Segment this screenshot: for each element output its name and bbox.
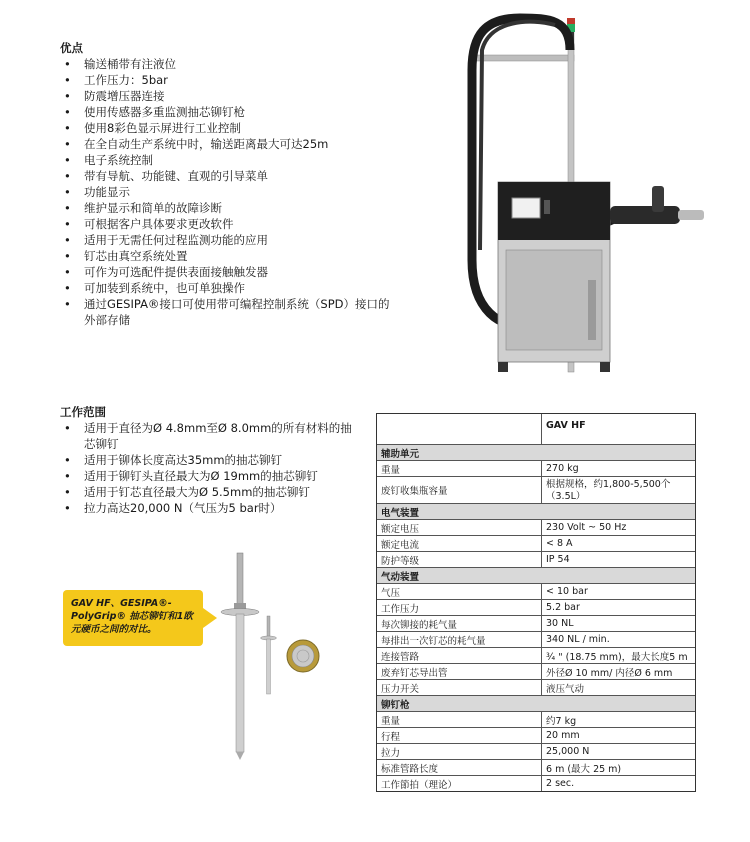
spec-label: 气压 (377, 584, 542, 599)
table-row (377, 647, 695, 663)
rivet-comparison-illustration (215, 548, 335, 763)
list-item: • 功能显示 (60, 184, 390, 200)
list-item: • 使用8彩色显示屏进行工业控制 (60, 120, 390, 136)
list-item: • 适用于直径为Ø 4.8mm至Ø 8.0mm的所有材料的抽芯铆钉 (60, 420, 360, 452)
spec-group-row (377, 695, 695, 711)
spec-table (376, 413, 696, 792)
list-item: • 通过GESIPA®接口可使用带可编程控制系统（SPD）接口的外部存储 (60, 296, 390, 328)
spec-value: 20 mm (546, 730, 580, 741)
spec-value: 根据规格，约1,800-5,500个（3.5L） (546, 479, 671, 502)
table-row (377, 615, 695, 631)
table-row (377, 583, 695, 599)
spec-label: 工作節拍（理论） (377, 776, 542, 791)
spec-value: 340 NL / min. (546, 634, 610, 645)
list-item: • 可根据客户具体要求更改软件 (60, 216, 390, 232)
spec-value: < 10 bar (546, 586, 588, 597)
spec-label: 标准管路长度 (377, 760, 542, 775)
spec-value: < 8 A (546, 538, 573, 549)
spec-label: 额定电流 (377, 536, 542, 551)
table-row (377, 476, 695, 503)
spec-label: 重量 (377, 461, 542, 476)
spec-label: 每次铆接的耗气量 (377, 616, 542, 631)
list-item: • 适用于钉芯直径最大为Ø 5.5mm的抽芯铆钉 (60, 484, 360, 500)
list-item: • 带有导航、功能键、直观的引导菜单 (60, 168, 390, 184)
list-item: • 工作压力：5bar (60, 72, 390, 88)
spec-label: 连接管路 (377, 648, 542, 663)
table-row (377, 743, 695, 759)
spec-label: 废弃钉芯导出管 (377, 664, 542, 679)
spec-label: 额定电压 (377, 520, 542, 535)
spec-value: 270 kg (546, 463, 579, 474)
list-item: • 维护显示和简单的故障诊断 (60, 200, 390, 216)
list-item: • 适用于无需任何过程监测功能的应用 (60, 232, 390, 248)
spec-label: 行程 (377, 728, 542, 743)
list-item: • 输送桶带有注液位 (60, 56, 390, 72)
spec-group-name: 气动装置 (381, 571, 420, 583)
table-row (377, 599, 695, 615)
spec-value: 液压气动 (546, 683, 585, 695)
spec-label: 工作压力 (377, 600, 542, 615)
table-row (377, 775, 695, 791)
list-item: • 电子系统控制 (60, 152, 390, 168)
table-row (377, 551, 695, 567)
spec-label: 拉力 (377, 744, 542, 759)
spec-value: 约7 kg (546, 715, 577, 727)
table-row (377, 759, 695, 775)
spec-label: 防护等级 (377, 552, 542, 567)
list-item: • 拉力高达20,000 N（气压为5 bar时） (60, 500, 360, 516)
table-row (377, 519, 695, 535)
table-row (377, 711, 695, 727)
table-row (377, 679, 695, 695)
list-item: • 可加装到系统中，也可单独操作 (60, 280, 390, 296)
spec-header-row (377, 414, 695, 444)
spec-value: 2 sec. (546, 778, 575, 789)
spec-value: IP 54 (546, 554, 570, 565)
comparison-callout (63, 590, 203, 646)
list-item: • 使用传感器多重监测抽芯铆钉枪 (60, 104, 390, 120)
spec-model: GAV HF (546, 420, 586, 431)
callout-text: GAV HF、GESIPA®-PolyGrip® 抽芯铆钉和1欧元硬币之间的对比。 (71, 598, 193, 635)
spec-value: ¾ " (18.75 mm)，最大长度5 m (546, 651, 688, 663)
range-title: 工作范围 (60, 405, 106, 419)
spec-value: 30 NL (546, 618, 574, 629)
spec-group-row (377, 567, 695, 583)
rivet-machine-illustration (460, 10, 720, 385)
table-row (377, 535, 695, 551)
spec-label: 压力开关 (377, 680, 542, 695)
advantages-list (60, 56, 390, 328)
list-item: • 钉芯由真空系统处置 (60, 248, 390, 264)
spec-group-name: 铆钉枪 (381, 699, 410, 711)
spec-label: 废钉收集瓶容量 (377, 477, 542, 503)
spec-value: 5.2 bar (546, 602, 580, 613)
advantages-title: 优点 (60, 41, 83, 55)
spec-value: 外径Ø 10 mm/ 内径Ø 6 mm (546, 667, 673, 679)
spec-label: 每排出一次钉芯的耗气量 (377, 632, 542, 647)
spec-value: 25,000 N (546, 746, 590, 757)
table-row (377, 663, 695, 679)
table-row (377, 727, 695, 743)
spec-value: 230 Volt ~ 50 Hz (546, 522, 627, 533)
spec-group-row (377, 444, 695, 460)
list-item: • 适用于铆体长度高达35mm的抽芯铆钉 (60, 452, 360, 468)
spec-group-name: 电气装置 (381, 507, 420, 519)
spec-label: 重量 (377, 712, 542, 727)
spec-value: 6 m (最大 25 m) (546, 763, 622, 775)
spec-group-row (377, 503, 695, 519)
spec-group-name: 辅助单元 (381, 448, 420, 460)
list-item: • 适用于铆钉头直径最大为Ø 19mm的抽芯铆钉 (60, 468, 360, 484)
list-item: • 防震增压器连接 (60, 88, 390, 104)
list-item: • 在全自动生产系统中时，输送距离最大可达25m (60, 136, 390, 152)
table-row (377, 460, 695, 476)
range-list (60, 420, 360, 516)
list-item: • 可作为可选配件提供表面接触触发器 (60, 264, 390, 280)
table-row (377, 631, 695, 647)
